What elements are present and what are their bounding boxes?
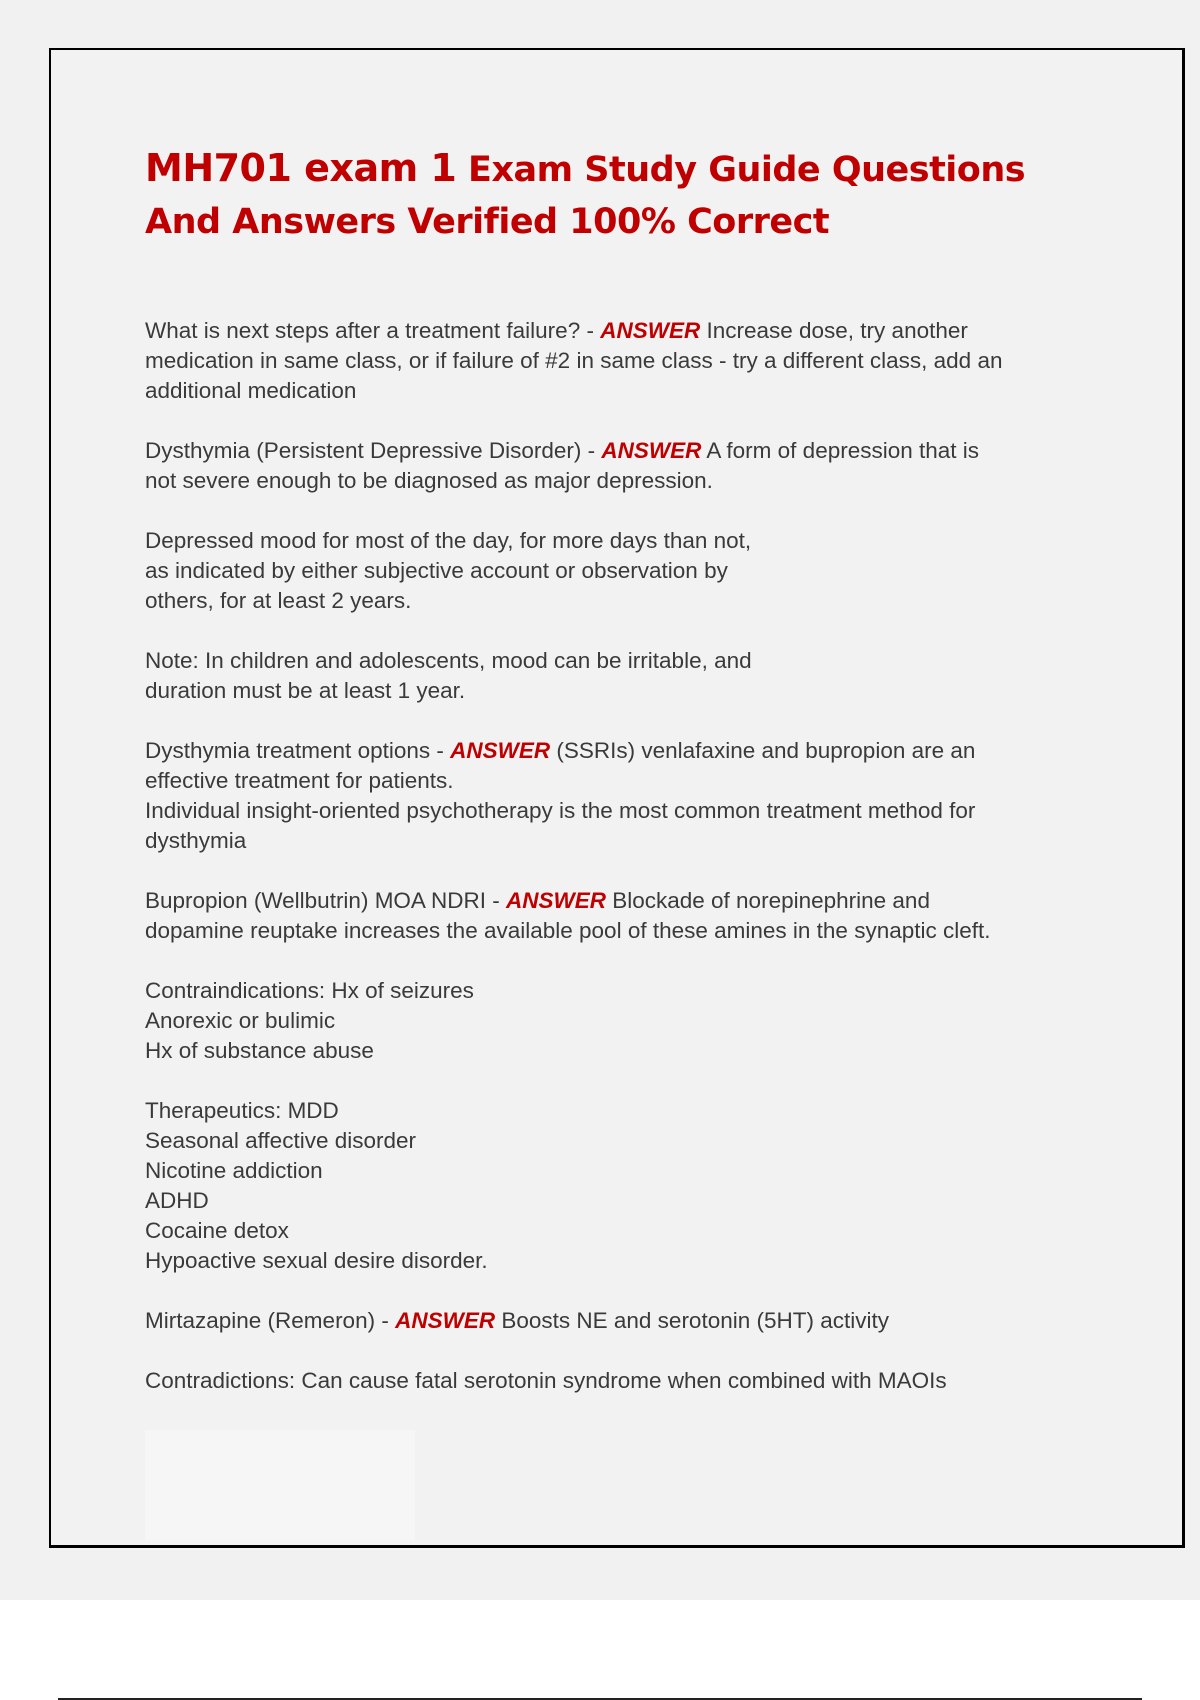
paragraph-line: Contraindications: Hx of seizures — [145, 978, 474, 1003]
blank-area — [145, 1430, 415, 1540]
paragraph — [145, 976, 1080, 1066]
paragraph — [145, 526, 1080, 616]
paragraph-line: ADHD — [145, 1188, 209, 1213]
question-text: Bupropion (Wellbutrin) MOA NDRI - — [145, 888, 506, 913]
paragraph-line: Anorexic or bulimic — [145, 1008, 336, 1033]
title-code: MH701 exam 1 — [145, 146, 457, 190]
qa-entry — [145, 436, 1080, 496]
paragraph-line: Therapeutics: MDD — [145, 1098, 339, 1123]
qa-entry — [145, 736, 1080, 856]
qa-entry — [145, 1306, 1080, 1336]
question-text: Dysthymia treatment options - — [145, 738, 451, 763]
qa-entry — [145, 316, 1080, 406]
paragraph-line: Cocaine detox — [145, 1218, 289, 1243]
answer-text: not severe enough to be diagnosed as major depression. — [145, 468, 713, 493]
question-text: Mirtazapine (Remeron) - — [145, 1308, 396, 1333]
answer-text: additional medication — [145, 378, 357, 403]
paragraph — [145, 1096, 1080, 1276]
paragraph-line: as indicated by either subjective account or observation by — [145, 558, 728, 583]
answer-text: dopamine reuptake increases the available pool of these amines in the synaptic cleft. — [145, 918, 991, 943]
paragraph — [145, 1366, 1080, 1396]
answer-label: ANSWER — [600, 318, 701, 343]
paragraph-line: duration must be at least 1 year. — [145, 678, 466, 703]
document-content — [145, 316, 1080, 1396]
paragraph-line: Nicotine addiction — [145, 1158, 323, 1183]
paragraph-line: Depressed mood for most of the day, for more days than not, — [145, 528, 752, 553]
document-title — [145, 142, 1045, 248]
answer-label: ANSWER — [505, 888, 606, 913]
answer-text: Blockade of norepinephrine and — [612, 888, 930, 913]
answer-text: Increase dose, try another — [706, 318, 968, 343]
paragraph-line: Seasonal affective disorder — [145, 1128, 416, 1153]
paragraph — [145, 646, 1080, 706]
answer-text: effective treatment for patients. — [145, 768, 454, 793]
answer-text: (SSRIs) venlafaxine and bupropion are an — [556, 738, 976, 763]
qa-entry — [145, 886, 1080, 946]
answer-text: Individual insight-oriented psychotherapy is the most common treatment method for — [145, 798, 976, 823]
answer-text: medication in same class, or if failure of #2 in same class - try a different class, add an — [145, 348, 1003, 373]
paragraph-line: Contradictions: Can cause fatal serotonin syndrome when combined with MAOIs — [145, 1368, 947, 1393]
answer-label: ANSWER — [395, 1308, 496, 1333]
paragraph-line: Hypoactive sexual desire disorder. — [145, 1248, 488, 1273]
paragraph-line: others, for at least 2 years. — [145, 588, 412, 613]
answer-text: dysthymia — [145, 828, 247, 853]
paragraph-line: Note: In children and adolescents, mood can be irritable, and — [145, 648, 752, 673]
answer-label: ANSWER — [450, 738, 551, 763]
answer-text: A form of depression that is — [706, 438, 980, 463]
question-text: Dysthymia (Persistent Depressive Disorder) - — [145, 438, 602, 463]
answer-label: ANSWER — [601, 438, 702, 463]
paragraph-line: Hx of substance abuse — [145, 1038, 374, 1063]
answer-text: Boosts NE and serotonin (5HT) activity — [501, 1308, 889, 1333]
question-text: What is next steps after a treatment failure? - — [145, 318, 601, 343]
title-rest: Exam Study Guide Questions And Answers Verified 100% Correct — [145, 150, 1026, 242]
